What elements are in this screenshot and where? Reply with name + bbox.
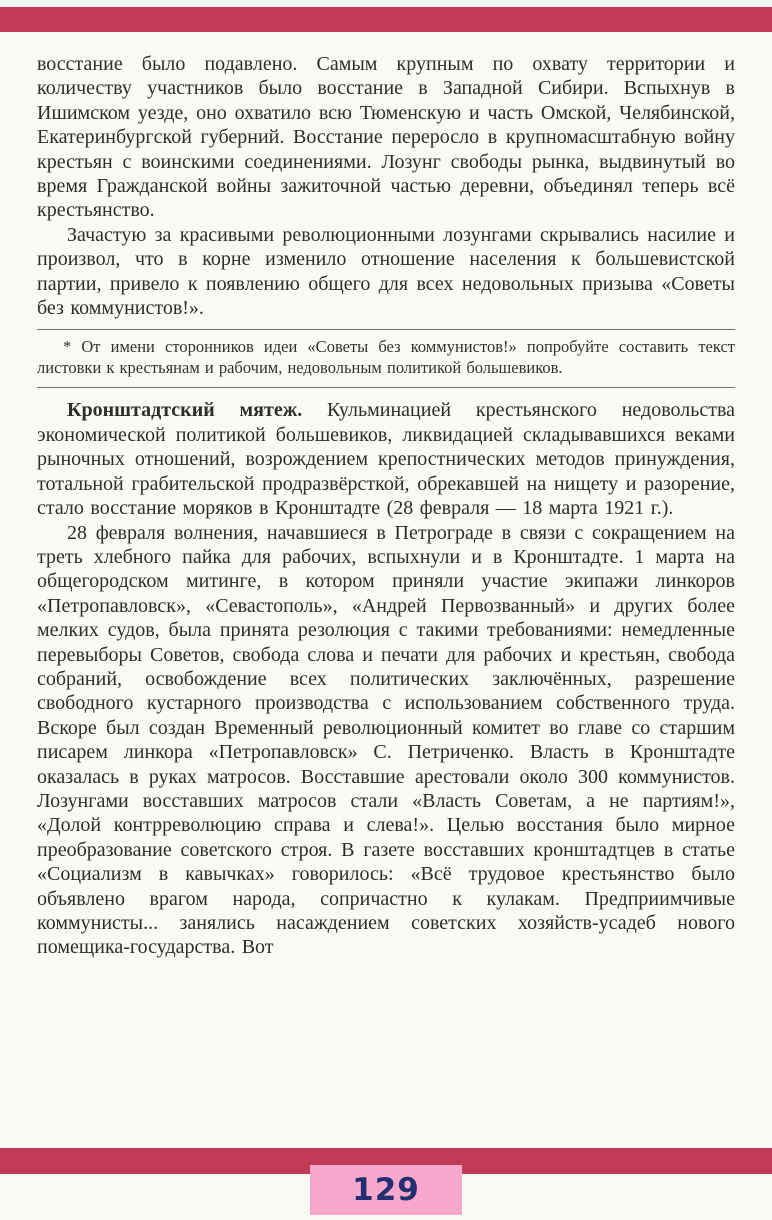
top-border-bar (0, 7, 772, 32)
section-heading-kronstadt: Кронштадтский мятеж. (67, 399, 303, 422)
exercise-note-text: * От имени сторонников идеи «Советы без коммунистов!» попробуйте составить текст листовки к крестьянам и рабочим, недовольным политикой большевиков. (37, 337, 735, 377)
page-content (37, 52, 735, 960)
page-number-box (310, 1165, 462, 1215)
paragraph-kronstadt-intro (37, 398, 735, 520)
paragraph-slogans: Зачастую за красивыми революционными лозунгами скрывались насилие и произвол, что в корне изменило отношение населения к большевистской партии, привело к появлению общего для всех недовольных призыва «Советы без коммунистов!». (37, 223, 735, 320)
exercise-note-block (37, 329, 735, 388)
paragraph-uprising-continuation: восстание было подавлено. Самым крупным по охвату территории и количеству участников было восстание в Западной Сибири. Вспыхнув в Ишимском уезде, оно охватило всю Тюменскую и часть Омской, Челябинской, Екатеринбургской губерний. Восстание переросло в крупномасштабную войну крестьян с воинскими соединениями. Лозунг свободы рынка, выдвинутый во время Гражданской войны зажиточной частью деревни, объединял теперь всё крестьянство. (37, 53, 735, 222)
page-number: 129 (352, 1172, 420, 1208)
kronstadt-intro-text: Кульминацией крестьянского недовольства экономической политикой большевиков, ликвидацией складывавшихся веками рыночных отношений, возрождением крепостнических методов принуждения, тотальной грабительской продразвёрсткой, обрекавшей на нищету и разорение, стало восстание моряков в Кронштадте (28 февраля — 18 марта 1921 г.). (37, 399, 736, 520)
paragraph-kronstadt-events: 28 февраля волнения, начавшиеся в Петрограде в связи с сокращением на треть хлебного пайка для рабочих, вспыхнули и в Кронштадте. 1 марта на общегородском митинге, в котором приняли участие экипажи линкоров «Петропавловск», «Севастополь», «Андрей Первозванный» и других более мелких судов, была принята резолюция с такими требованиями: немедленные перевыборы Советов, свобода слова и печати для рабочих и крестьян, свобода собраний, освобождение всех политических заключённых, разрешение свободного кустарного производства с использованием собственного труда. Вскоре был создан Временный революционный комитет во главе со старшим писарем линкора «Петропавловск» С. Петриченко. Власть в Кронштадте оказалась в руках матросов. Восставшие арестовали около 300 коммунистов. Лозунгами восставших матросов стали «Власть Советам, а не партиям!», «Долой контрреволюцию справа и слева!». Целью восстания было мирное преобразование советского строя. В газете восставших кронштадтцев в статье «Социализм в кавычках» говорилось: «Всё трудовое крестьянство было объявлено врагом народа, сопричастно к кулакам. Предприимчивые коммунисты... занялись насаждением советских хозяйств-усадеб нового помещика-государства. Вот (37, 521, 735, 959)
